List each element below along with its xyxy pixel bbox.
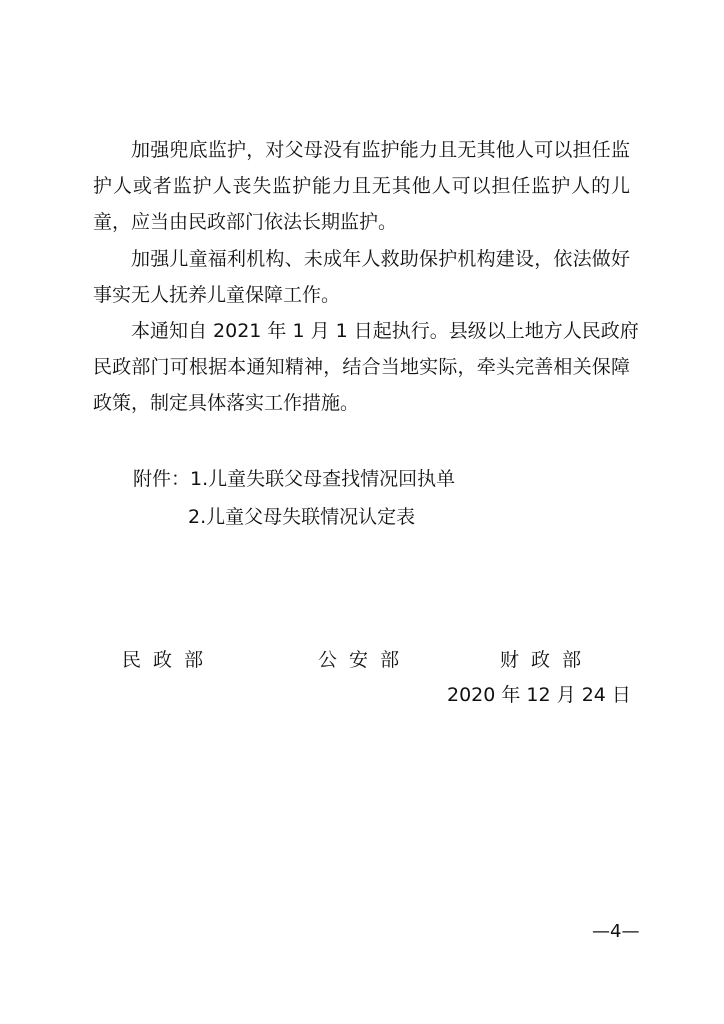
body-line: 护人或者监护人丧失监护能力且无其他人可以担任监护人的儿 xyxy=(93,175,630,198)
body-line: 政策，制定具体落实工作措施。 xyxy=(93,392,360,415)
notice-body xyxy=(93,132,639,422)
attachment-item xyxy=(133,460,455,498)
signatory-public-security: 公 安 部 xyxy=(318,649,403,671)
signatory-finance: 财 政 部 xyxy=(500,649,585,671)
issue-date: 2020 年 12 月 24 日 xyxy=(447,684,631,706)
body-line: 童，应当由民政部门依法长期监护。 xyxy=(93,211,398,234)
attachment-title: 2.儿童父母失联情况认定表 xyxy=(188,506,416,528)
body-line: 加强兜底监护，对父母没有监护能力且无其他人可以担任监 xyxy=(131,139,630,161)
page-number: —4— xyxy=(592,921,640,942)
attachment-item xyxy=(133,498,455,536)
attachments-label: 附件： xyxy=(133,468,191,490)
signatory-civil-affairs: 民 政 部 xyxy=(122,649,207,671)
body-line: 民政部门可根据本通知精神，结合当地实际，牵头完善相关保障 xyxy=(93,356,630,379)
attachments-list xyxy=(133,460,455,536)
body-line: 加强儿童福利机构、未成年人救助保护机构建设，依法做好 xyxy=(131,247,630,270)
attachment-title: 1.儿童失联父母查找情况回执单 xyxy=(190,468,456,490)
body-line: 本通知自 2021 年 1 月 1 日起执行。县级以上地方人民政府 xyxy=(131,319,639,342)
body-line: 事实无人抚养儿童保障工作。 xyxy=(93,283,341,306)
